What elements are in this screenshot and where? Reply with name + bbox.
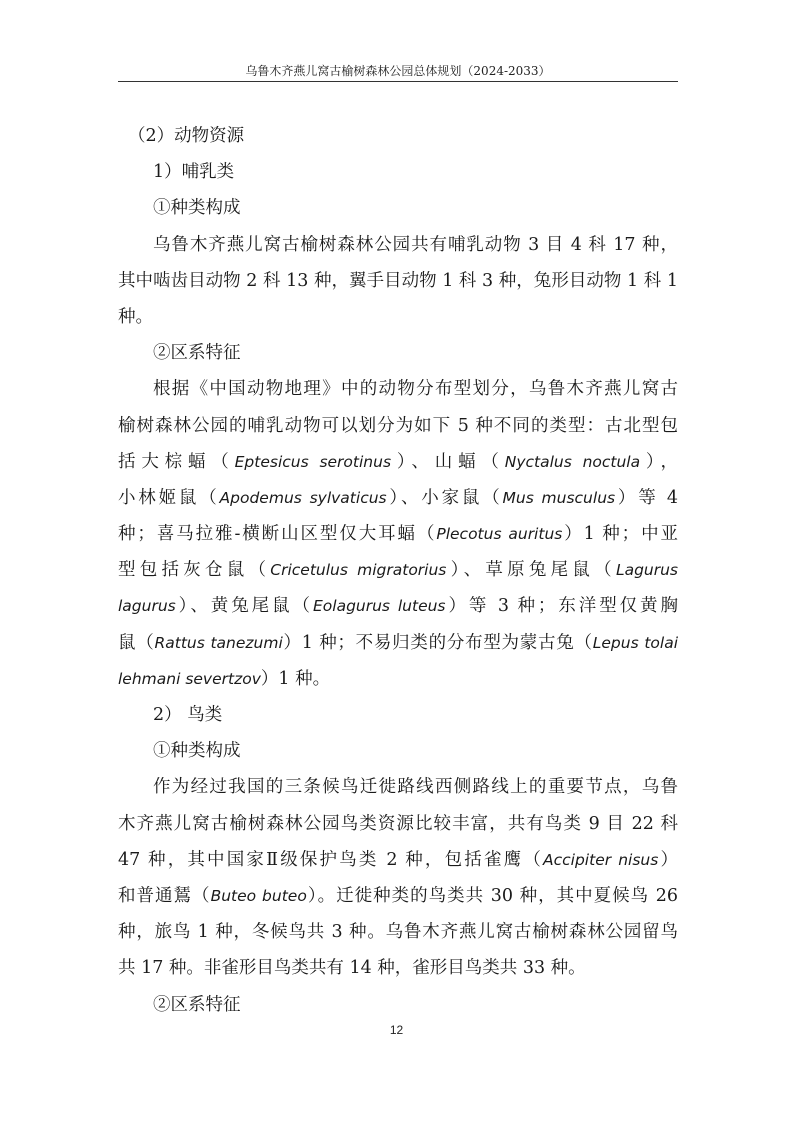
text-line (118, 371, 678, 407)
text-line (118, 733, 678, 769)
latin-name: Plecotus auritus (436, 525, 563, 544)
text-line (118, 190, 678, 226)
text-line (118, 335, 678, 371)
text-span: ） (658, 849, 678, 870)
text-line (118, 118, 678, 154)
text-span: ②区系特征 (153, 994, 241, 1015)
text-span: ）等 4 (615, 487, 678, 508)
text-span: 种，旅鸟 1 种，冬候鸟共 3 种。乌鲁木齐燕儿窝古榆树森林公园留鸟 (118, 922, 678, 943)
latin-name: Eptesicus serotinus (234, 452, 392, 471)
text-span: （2）动物资源 (128, 126, 245, 146)
text-span: ）1 种；不易归类的分布型为蒙古兔（ (282, 632, 593, 653)
text-line (118, 227, 678, 263)
text-span: ①种类构成 (153, 741, 241, 762)
text-span: ）， (640, 451, 678, 472)
latin-name: Cricetulus migratorius (270, 561, 447, 580)
latin-name: Lepus tolai (592, 633, 678, 652)
text-span: 共 17 种。非雀形目鸟类共有 14 种，雀形目鸟类共 33 种。 (118, 958, 586, 979)
text-line (118, 697, 678, 733)
text-span: ）等 3 种；东洋型仅黄胸 (445, 596, 678, 617)
text-line (118, 552, 678, 588)
text-span: 种。 (118, 306, 153, 327)
text-span: 1）哺乳类 (153, 162, 235, 183)
text-span: ）1 种。 (260, 668, 331, 689)
text-span: 其中啮齿目动物 2 科 13 种，翼手目动物 1 科 3 种，兔形目动物 1 科 1 (118, 270, 678, 291)
latin-name: Rattus tanezumi (154, 633, 283, 652)
text-line (118, 661, 678, 697)
text-span: 括大棕蝠（ (118, 451, 235, 472)
text-line (118, 299, 678, 335)
text-line (118, 878, 678, 914)
body-text (118, 118, 678, 1023)
text-span: 鼠（ (118, 632, 155, 653)
latin-name: lagurus (118, 597, 176, 616)
latin-name: Buteo buteo (210, 886, 307, 905)
text-line (118, 588, 678, 624)
text-line (118, 480, 678, 516)
text-span: ）、小家鼠（ (386, 487, 503, 508)
latin-name: Mus musculus (502, 488, 616, 507)
latin-name: Eolagurus luteus (312, 597, 446, 616)
text-span: 种；喜马拉雅-横断山区型仅大耳蝠（ (118, 524, 437, 545)
text-line (118, 769, 678, 805)
text-line (118, 950, 678, 986)
text-line (118, 842, 678, 878)
text-span: 榆树森林公园的哺乳动物可以划分为如下 5 种不同的类型：古北型包 (118, 415, 678, 436)
latin-name: Apodemus sylvaticus (219, 488, 387, 507)
text-span: 木齐燕儿窝古榆树森林公园鸟类资源比较丰富，共有鸟类 9 目 22 科 (118, 813, 678, 834)
text-span: ）、黄兔尾鼠（ (175, 596, 313, 617)
text-line (118, 914, 678, 950)
text-line (118, 263, 678, 299)
text-line (118, 444, 678, 480)
running-header: 乌鲁木齐燕儿窝古榆树森林公园总体规划（2024-2033） (245, 64, 551, 78)
latin-name: Accipiter nisus (543, 850, 659, 869)
text-line (118, 806, 678, 842)
text-span: ）、山蝠（ (391, 451, 505, 472)
text-span: 小林姬鼠（ (118, 487, 220, 508)
text-line (118, 625, 678, 661)
text-span: ）。迁徙种类的鸟类共 30 种，其中夏候鸟 26 (306, 885, 678, 906)
text-span: 型包括灰仓鼠（ (118, 560, 271, 581)
text-line (118, 516, 678, 552)
text-span: ①种类构成 (153, 198, 241, 219)
text-line (118, 987, 678, 1023)
latin-name: lehmani severtzov (118, 669, 261, 688)
text-span: ②区系特征 (153, 343, 241, 364)
text-span: 和普通鵟（ (118, 885, 211, 906)
text-span: 乌鲁木齐燕儿窝古榆树森林公园共有哺乳动物 3 目 4 科 17 种， (153, 234, 678, 255)
text-span: 47 种，其中国家Ⅱ级保护鸟类 2 种，包括雀鹰（ (118, 849, 544, 870)
latin-name: Nyctalus noctula (504, 452, 641, 471)
text-span: 根据《中国动物地理》中的动物分布型划分，乌鲁木齐燕儿窝古 (153, 379, 678, 400)
text-span: ）1 种；中亚 (562, 524, 678, 545)
page-number: 12 (389, 1023, 404, 1037)
text-span: 2） 鸟类 (153, 705, 223, 725)
text-span: 作为经过我国的三条候鸟迁徙路线西侧路线上的重要节点，乌鲁 (153, 777, 678, 798)
header-rule (118, 81, 678, 82)
text-line (118, 154, 678, 190)
text-span: ）、草原兔尾鼠（ (446, 560, 616, 581)
latin-name: Lagurus (615, 561, 678, 580)
text-line (118, 408, 678, 444)
